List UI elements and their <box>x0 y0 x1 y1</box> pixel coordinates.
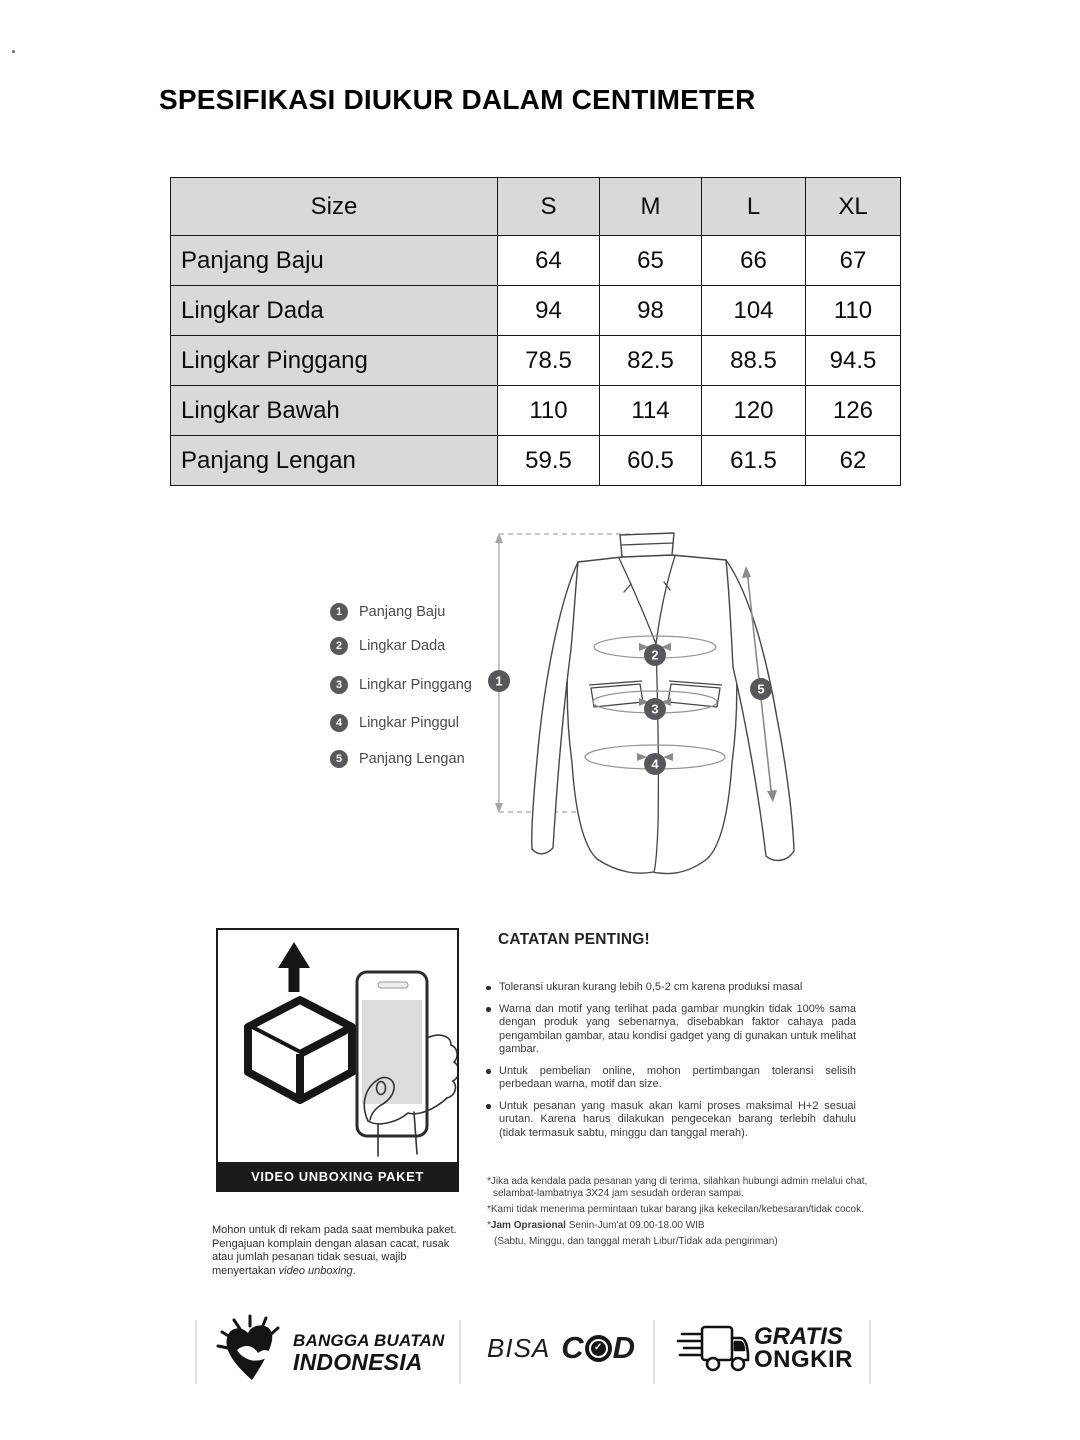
row-label: Lingkar Pinggang <box>171 336 498 386</box>
diagram-marker-5: 5 <box>757 681 765 697</box>
cell-value: 78.5 <box>498 336 600 386</box>
cell-value: 62 <box>806 436 901 486</box>
cell-value: 94.5 <box>806 336 901 386</box>
cell-value: 114 <box>600 386 702 436</box>
badge-text: INDONESIA <box>293 1349 423 1375</box>
legend-label: Panjang Baju <box>359 604 446 620</box>
page-title: SPESIFIKASI DIUKUR DALAM CENTIMETER <box>159 84 756 115</box>
badge-text: BISA <box>487 1332 551 1363</box>
col-header-l: L <box>702 178 806 236</box>
bullet-icon <box>486 1104 491 1109</box>
col-header-xl: XL <box>806 178 901 236</box>
legend-label: Lingkar Pinggul <box>359 715 459 731</box>
cod-logo: C ✓ D <box>561 1330 636 1365</box>
legend-label: Panjang Lengan <box>359 751 465 767</box>
badge-text: BANGGA BUATAN <box>293 1331 445 1350</box>
delivery-truck-icon <box>676 1322 750 1374</box>
legend-label: Lingkar Dada <box>359 638 446 654</box>
legend-number-badge: 4 <box>330 714 348 732</box>
unboxing-caption: Mohon untuk di rekam pada saat membuka paket. Pengajuan komplain dengan alasan cacat, rusak atau jumlah pesanan tidak sesuai, wajib menyertakan video unboxing. <box>212 1224 457 1277</box>
arrow-up-icon <box>278 942 310 992</box>
legend-number-badge: 3 <box>330 676 348 694</box>
legend-item-1 <box>330 603 445 621</box>
legend-number-badge: 2 <box>330 637 348 655</box>
bullet-icon <box>486 986 491 991</box>
legend-number-badge: 5 <box>330 750 348 768</box>
cell-value: 110 <box>806 286 901 336</box>
cell-value: 82.5 <box>600 336 702 386</box>
cell-value: 59.5 <box>498 436 600 486</box>
diagram-marker-1: 1 <box>495 673 503 689</box>
notes-bullet-list <box>486 981 856 1148</box>
table-row <box>171 336 901 386</box>
unboxing-illustration-icon <box>218 930 457 1162</box>
bangga-buatan-indonesia-heart-icon <box>212 1308 292 1386</box>
legend-item-4 <box>330 714 459 732</box>
cell-value: 61.5 <box>702 436 806 486</box>
row-label: Lingkar Dada <box>171 286 498 336</box>
cell-value: 60.5 <box>600 436 702 486</box>
bangga-buatan-indonesia-badge <box>293 1331 445 1374</box>
table-row <box>171 386 901 436</box>
diagram-marker-3: 3 <box>651 701 659 717</box>
legend-item-5 <box>330 750 465 768</box>
blazer-measurement-diagram <box>480 515 820 895</box>
cell-value: 66 <box>702 236 806 286</box>
legend-item-3 <box>330 676 472 694</box>
col-header-s: S <box>498 178 600 236</box>
footer-divider <box>653 1320 655 1384</box>
cell-value: 110 <box>498 386 600 436</box>
video-unboxing-box <box>216 928 459 1192</box>
cell-value: 64 <box>498 236 600 286</box>
notes-heading: CATATAN PENTING! <box>498 931 650 948</box>
gratis-ongkir-badge <box>754 1325 853 1371</box>
legend-label: Lingkar Pinggang <box>359 677 472 693</box>
bullet-icon <box>486 1069 491 1074</box>
cell-value: 94 <box>498 286 600 336</box>
cell-value: 67 <box>806 236 901 286</box>
table-row <box>171 436 901 486</box>
cell-value: 88.5 <box>702 336 806 386</box>
stray-dot <box>12 50 15 53</box>
diagram-marker-4: 4 <box>651 756 659 772</box>
package-cube-icon <box>248 1000 352 1100</box>
table-row <box>171 236 901 286</box>
row-label: Panjang Baju <box>171 236 498 286</box>
legend-item-2 <box>330 637 445 655</box>
list-item: Untuk pembelian online, mohon pertimbangan toleransi selisih perbedaan warna, motif dan size. <box>486 1065 856 1092</box>
col-header-m: M <box>600 178 702 236</box>
badge-text: GRATIS <box>754 1323 843 1350</box>
footnote: *Jam Oprasional Senin-Jum'at 09.00-18.00 WIB <box>487 1219 705 1231</box>
cell-value: 65 <box>600 236 702 286</box>
cell-value: 98 <box>600 286 702 336</box>
notes-footnotes <box>487 1176 885 1252</box>
size-table <box>170 177 901 486</box>
table-row <box>171 286 901 336</box>
list-item: Toleransi ukuran kurang lebih 0,5-2 cm karena produksi masal <box>486 981 856 995</box>
cell-value: 120 <box>702 386 806 436</box>
cell-value: 126 <box>806 386 901 436</box>
smartphone-icon <box>357 972 427 1136</box>
list-item: Untuk pesanan yang masuk akan kami proses maksimal H+2 sesuai urutan. Karena harus dilakukan pengecekan barang terlebih dahulu (tidak termasuk sabtu, minggu dan tanggal merah). <box>486 1100 856 1141</box>
bisa-cod-badge <box>487 1330 635 1366</box>
footer-divider <box>195 1320 197 1384</box>
table-header-row <box>171 178 901 236</box>
diagram-marker-2: 2 <box>651 647 659 663</box>
footer-divider <box>459 1320 461 1384</box>
row-label: Panjang Lengan <box>171 436 498 486</box>
cell-value: 104 <box>702 286 806 336</box>
legend-number-badge: 1 <box>330 603 348 621</box>
col-header-size: Size <box>171 178 498 236</box>
footnote: (Sabtu, Minggu, dan tanggal merah Libur/Tidak ada pengiriman) <box>494 1235 778 1247</box>
badge-text: ONGKIR <box>754 1346 853 1373</box>
cod-check-icon: ✓ <box>585 1335 612 1362</box>
row-label: Lingkar Bawah <box>171 386 498 436</box>
footnote: *Kami tidak menerima permintaan tukar barang jika kekecilan/kebesaran/tidak cocok. <box>487 1203 864 1215</box>
footnote: *Jika ada kendala pada pesanan yang di terima, silahkan hubungi admin melalui chat, selambat-lambatnya 3X24 jam sesudah orderan sampai. <box>487 1176 868 1199</box>
list-item: Warna dan motif yang terlihat pada gambar mungkin tidak 100% sama dengan produk yang sebenarnya, disebabkan faktor cahaya pada pengambilan gambar, atau kondisi gadget yang di gunakan untuk melihat gambar. <box>486 1003 856 1057</box>
footer-divider <box>869 1320 871 1384</box>
bullet-icon <box>486 1007 491 1012</box>
unboxing-bar-label: VIDEO UNBOXING PAKET <box>218 1162 457 1190</box>
